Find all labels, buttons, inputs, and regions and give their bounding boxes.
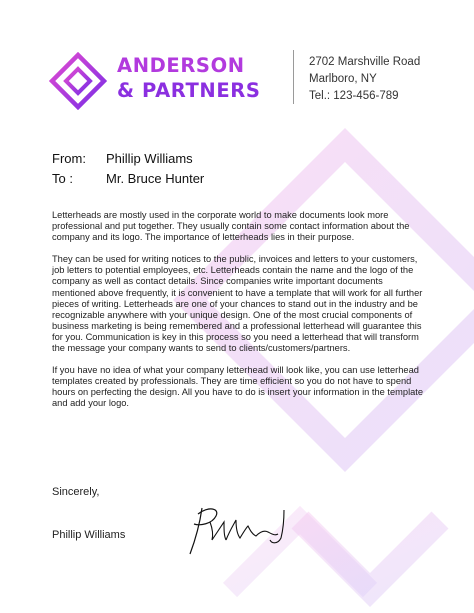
contact-phone: Tel.: 123-456-789 xyxy=(309,90,399,102)
letter-body xyxy=(52,210,424,421)
body-paragraph-2: They can be used for writing notices to the public, invoices and letters to your customers, job letters to potential employees, etc. Letterheads contain the name and the logo of the company as well as contact details. Since companies write important documents mentioned above frequently, it is convenient to have a template that will work for all further pieces of writing. Letterheads are one of your chances to stand out in the industry and be recognizable anywhere with your unique design. One of the most crucial components of business marketing is being remembered and a professional letterhead will guarantee this for you. Communication is key in this process so you need a letterhead that will transform the message your company wants to send to clients/customers/partners. xyxy=(52,254,423,354)
company-logo-icon xyxy=(49,52,107,110)
contact-city: Marlboro, NY xyxy=(309,73,377,85)
from-label: From: xyxy=(52,151,86,166)
to-label: To : xyxy=(52,171,73,186)
contact-street: 2702 Marshville Road xyxy=(309,56,421,68)
from-name: Phillip Williams xyxy=(106,151,193,166)
company-name xyxy=(117,53,261,103)
signer-name: Phillip Williams xyxy=(52,529,126,541)
closing-salutation: Sincerely, xyxy=(52,486,100,498)
to-name: Mr. Bruce Hunter xyxy=(106,171,205,186)
header-divider xyxy=(293,50,294,104)
body-paragraph-3: If you have no idea of what your company letterhead will look like, you can use letterhead templates created by professionals. They are time efficient so you do not have to spend hours on perfecting the design. All you have to do is insert your information in the template and add your logo. xyxy=(52,365,424,409)
company-name-line-1: ANDERSON xyxy=(117,54,245,77)
handwritten-signature xyxy=(180,500,298,558)
body-paragraph-1: Letterheads are mostly used in the corporate world to make documents look more professional and put together. They usually contain some contact information about the company and its logo. The importance of letterheads lies in their purpose. xyxy=(52,210,410,243)
contact-block xyxy=(309,54,420,105)
company-name-line-2: & PARTNERS xyxy=(117,79,261,102)
